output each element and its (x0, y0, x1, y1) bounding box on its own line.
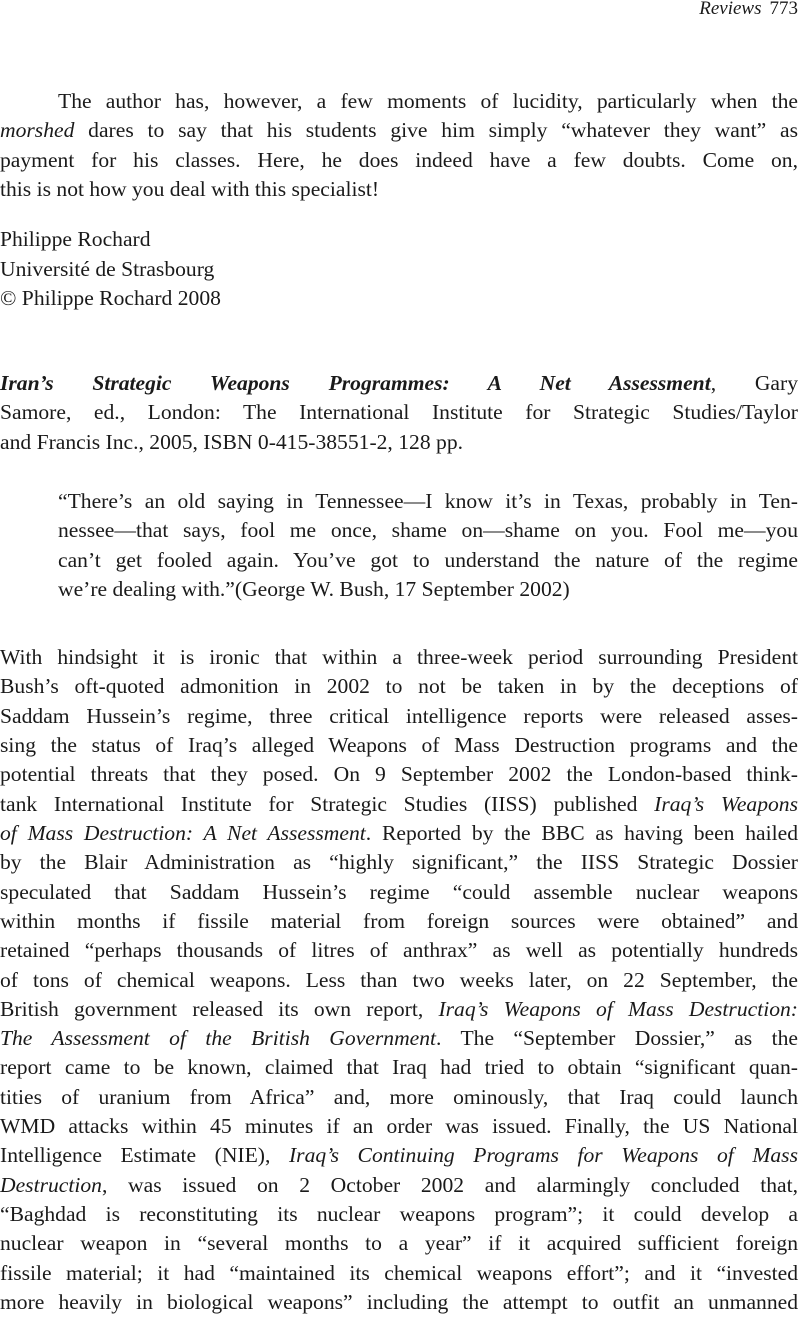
body-line (0, 878, 798, 907)
body-line (0, 1112, 798, 1141)
body-line (0, 1171, 798, 1200)
body-line (0, 1229, 798, 1258)
body-line (0, 643, 798, 672)
text-segment: potential threats that they posed. On 9 September 2002 the London-based think- (0, 762, 798, 787)
text-segment: and Francis Inc., 2005, ISBN 0-415-38551-2, 128 pp. (0, 429, 464, 454)
text-segment: retained “perhaps thousands of litres of anthrax” as well as potentially hundreds (0, 938, 798, 963)
body-line (0, 936, 798, 965)
review-title: Iran’s Strategic Weapons Programmes: A Net Assessment (0, 371, 711, 395)
text-segment: , Gary (710, 371, 798, 395)
text-segment: this is not how you deal with this specialist! (0, 176, 380, 201)
body-line (0, 1141, 798, 1170)
text-segment: Philippe Rochard (0, 227, 151, 251)
text-segment: Samore, ed., London: The International Institute for Strategic Studies/Taylor (0, 400, 798, 425)
text-segment: more heavily in biological weapons” including the attempt to outfit an unmanned (0, 1290, 798, 1315)
text-segment: of tons of chemical weapons. Less than two weeks later, on 22 September, the (0, 967, 798, 992)
epigraph-line (58, 487, 798, 516)
text-segment: WMD attacks within 45 minutes if an order was issued. Finally, the US National (0, 1114, 798, 1139)
epigraph-line (58, 546, 798, 575)
body-line (0, 1024, 798, 1053)
text-segment: payment for his classes. Here, he does indeed have a few doubts. Come on, (0, 147, 798, 172)
text-segment: speculated that Saddam Hussein’s regime “could assemble nuclear weapons (0, 879, 798, 904)
italic-text: The Assessment of the British Government (0, 1026, 437, 1051)
text-segment: fissile material; it had “maintained its chemical weapons effort”; and it “invested (0, 1260, 798, 1285)
paragraph-line (0, 146, 798, 175)
italic-text: Iraq’s Weapons (654, 791, 798, 816)
text-segment: . Reported by the BBC as having been hailed (365, 820, 798, 845)
text-segment: Université de Strasbourg (0, 256, 215, 281)
body-line (0, 672, 798, 701)
text-segment: With hindsight it is ironic that within a three-week period surrounding President (0, 645, 798, 669)
body-line (0, 966, 798, 995)
text-segment: , was issued on 2 October 2002 and alarmingly concluded that, (101, 1172, 798, 1197)
body-line (0, 1259, 798, 1288)
body-line (0, 702, 798, 731)
text-segment: can’t get fooled again. You’ve got to understand the nature of the regime (58, 547, 798, 572)
paragraph-line (58, 87, 798, 116)
body-line (0, 995, 798, 1024)
review-heading-line (0, 369, 798, 398)
body-line (0, 1288, 798, 1317)
italic-text: Iraq’s Continuing Programs for Weapons of Mass (288, 1143, 798, 1168)
text-segment: by the Blair Administration as “highly significant,” the IISS Strategic Dossier (0, 850, 798, 875)
running-header (699, 0, 798, 20)
signature-line (0, 284, 798, 313)
text-segment: sing the status of Iraq’s alleged Weapons of Mass Destruction programs and the (0, 732, 798, 757)
italic-text: Destruction (0, 1172, 102, 1197)
body-line (0, 790, 798, 819)
paragraph-line (0, 116, 798, 145)
text-segment: nessee—that says, fool me once, shame on—shame on you. Fool me—you (58, 518, 798, 543)
epigraph-line (58, 575, 798, 604)
text-segment: The author has, however, a few moments of lucidity, particularly when the (58, 89, 798, 113)
text-segment: British government released its own report, (0, 996, 439, 1021)
text-segment: Intelligence Estimate (NIE), (0, 1143, 289, 1168)
text-segment: within months if fissile material from foreign sources were obtained” and (0, 908, 798, 933)
text-segment: © Philippe Rochard 2008 (0, 286, 221, 310)
body-line (0, 819, 798, 848)
text-segment: nuclear weapon in “several months to a year” if it acquired sufficient foreign (0, 1231, 798, 1256)
signature-line (0, 225, 798, 254)
text-segment: Saddam Hussein’s regime, three critical intelligence reports were released asses- (0, 703, 798, 728)
text-segment: we’re dealing with.”(George W. Bush, 17 September 2002) (58, 576, 570, 601)
body-line (0, 1200, 798, 1229)
paragraph-line (0, 175, 798, 204)
body-line (0, 760, 798, 789)
text-segment: report came to be known, claimed that Iraq had tried to obtain “significant quan- (0, 1055, 798, 1080)
epigraph-line (58, 516, 798, 545)
italic-text: morshed (0, 118, 75, 143)
text-segment: . The “September Dossier,” as the (436, 1026, 798, 1051)
signature-line (0, 255, 798, 284)
review-heading-line (0, 398, 798, 427)
text-segment: “Baghdad is reconstituting its nuclear weapons program”; it could develop a (0, 1202, 798, 1227)
italic-text: of Mass Destruction: A Net Assessment (0, 820, 366, 845)
body-line (0, 907, 798, 936)
text-segment: tities of uranium from Africa” and, more ominously, that Iraq could launch (0, 1084, 798, 1109)
body-line (0, 1053, 798, 1082)
body-line (0, 848, 798, 877)
page-number: 773 (769, 0, 798, 19)
review-heading-line (0, 428, 798, 457)
body-line (0, 1083, 798, 1112)
text-segment: tank International Institute for Strategic Studies (IISS) published (0, 791, 655, 816)
running-header-section: Reviews (699, 0, 762, 19)
text-segment: Bush’s oft-quoted admonition in 2002 to not be taken in by the deceptions of (0, 674, 798, 699)
text-segment: dares to say that his students give him simply “whatever they want” as (74, 118, 798, 143)
italic-text: Iraq’s Weapons of Mass Destruction: (438, 996, 798, 1021)
body-line (0, 731, 798, 760)
text-segment: “There’s an old saying in Tennessee—I know it’s in Texas, probably in Ten- (58, 489, 798, 513)
